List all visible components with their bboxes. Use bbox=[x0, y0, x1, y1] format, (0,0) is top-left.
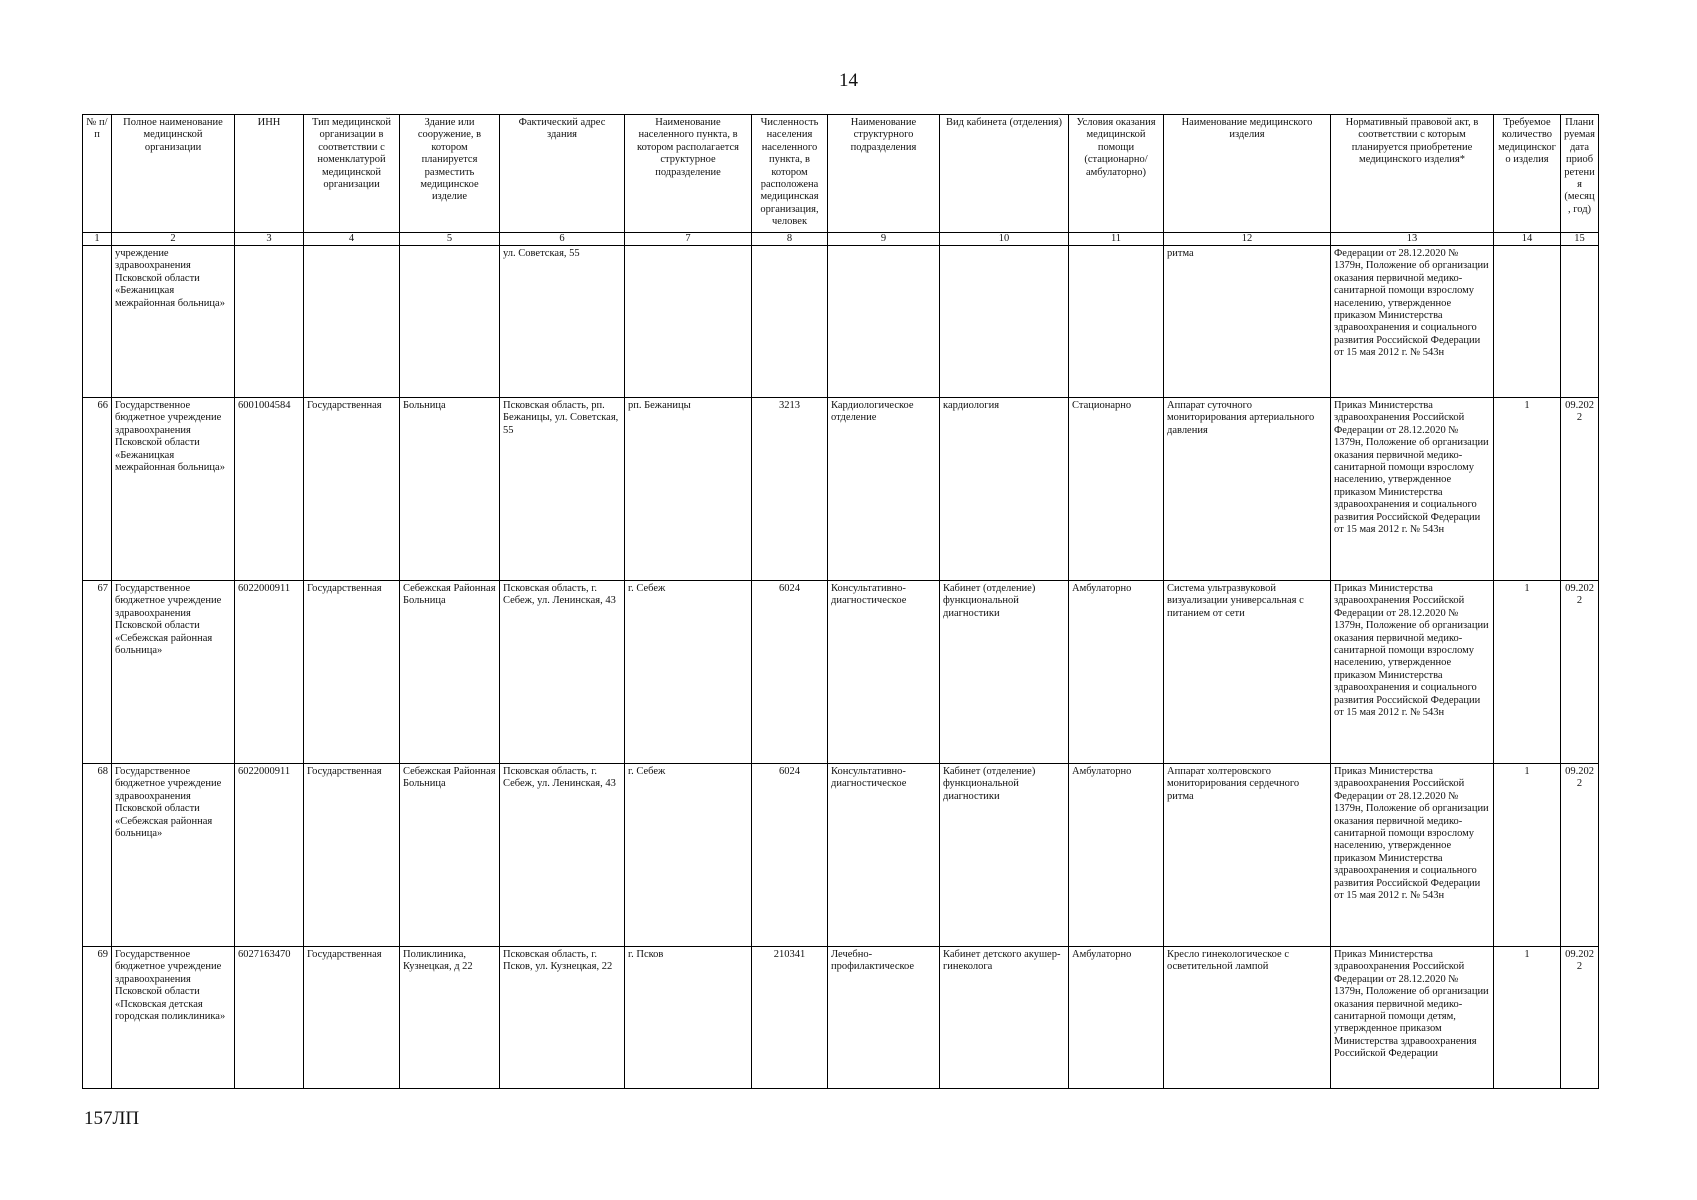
cell-building: Поликлиника, Кузнецкая, д 22 bbox=[400, 947, 500, 1089]
cell-device: ритма bbox=[1164, 246, 1331, 398]
cell-device: Аппарат холтеровского мониторирования сердечного ритма bbox=[1164, 764, 1331, 947]
cell-num: 68 bbox=[83, 764, 112, 947]
header-cell: Численность населения населенного пункта, в котором расположена медицинская организация, человек bbox=[752, 115, 828, 233]
header-row bbox=[83, 115, 1599, 233]
cell-qty: 1 bbox=[1494, 581, 1561, 764]
cell-address: Псковская область, г. Псков, ул. Кузнецкая, 22 bbox=[500, 947, 625, 1089]
column-number: 1 bbox=[83, 233, 112, 246]
header-cell: Условия оказания медицинской помощи (стационарно/ амбулаторно) bbox=[1069, 115, 1164, 233]
cell-num: 69 bbox=[83, 947, 112, 1089]
column-number: 6 bbox=[500, 233, 625, 246]
cell-conditions: Амбулаторно bbox=[1069, 764, 1164, 947]
cell-inn: 6001004584 bbox=[235, 398, 304, 581]
cell-conditions: Стационарно bbox=[1069, 398, 1164, 581]
header-cell: Планируемая дата приобретения (месяц, год) bbox=[1561, 115, 1599, 233]
cell-act: Приказ Министерства здравоохранения Российской Федерации от 28.12.2020 № 1379н, Положение об организации оказания первичной медико-санитарной помощи взрослому населению, утвержденное приказом Министерства здравоохранения и социального развития Российской Федерации от 15 мая 2012 г. № 543н bbox=[1331, 764, 1494, 947]
column-number: 8 bbox=[752, 233, 828, 246]
cell-locality bbox=[625, 246, 752, 398]
cell-type: Государственная bbox=[304, 764, 400, 947]
cell-address: Псковская область, рп. Бежаницы, ул. Советская, 55 bbox=[500, 398, 625, 581]
cell-org: Государственное бюджетное учреждение здравоохранения Псковской области «Себежская районная больница» bbox=[112, 581, 235, 764]
table-row-continued bbox=[83, 246, 1599, 398]
cell-inn: 6022000911 bbox=[235, 764, 304, 947]
cell-conditions: Амбулаторно bbox=[1069, 581, 1164, 764]
cell-type bbox=[304, 246, 400, 398]
cell-org: учреждение здравоохранения Псковской области «Бежаницкая межрайонная больница» bbox=[112, 246, 235, 398]
cell-act: Приказ Министерства здравоохранения Российской Федерации от 28.12.2020 № 1379н, Положение об организации оказания первичной медико-санитарной помощи взрослому населению, утвержденное приказом Министерства здравоохранения и социального развития Российской Федерации от 15 мая 2012 г. № 543н bbox=[1331, 581, 1494, 764]
cell-type: Государственная bbox=[304, 398, 400, 581]
cell-qty: 1 bbox=[1494, 947, 1561, 1089]
cell-conditions bbox=[1069, 246, 1164, 398]
cell-qty: 1 bbox=[1494, 398, 1561, 581]
header-cell: Полное наименование медицинской организации bbox=[112, 115, 235, 233]
cell-org: Государственное бюджетное учреждение здравоохранения Псковской области «Псковская детская городская поликлиника» bbox=[112, 947, 235, 1089]
column-number: 7 bbox=[625, 233, 752, 246]
column-number: 12 bbox=[1164, 233, 1331, 246]
header-cell: Здание или сооружение, в котором планируется разместить медицинское изделие bbox=[400, 115, 500, 233]
cell-building bbox=[400, 246, 500, 398]
footer-document-code: 157ЛП bbox=[84, 1108, 140, 1129]
cell-locality: г. Себеж bbox=[625, 581, 752, 764]
header-cell: Тип медицинской организации в соответствии с номенклатурой медицинской организации bbox=[304, 115, 400, 233]
cell-population: 6024 bbox=[752, 764, 828, 947]
cell-address: ул. Советская, 55 bbox=[500, 246, 625, 398]
cell-population bbox=[752, 246, 828, 398]
column-number: 5 bbox=[400, 233, 500, 246]
cell-address: Псковская область, г. Себеж, ул. Ленинская, 43 bbox=[500, 764, 625, 947]
page-number: 14 bbox=[839, 70, 858, 91]
column-number: 13 bbox=[1331, 233, 1494, 246]
cell-conditions: Амбулаторно bbox=[1069, 947, 1164, 1089]
column-number: 14 bbox=[1494, 233, 1561, 246]
cell-date: 09.2022 bbox=[1561, 764, 1599, 947]
cell-locality: г. Псков bbox=[625, 947, 752, 1089]
table-row bbox=[83, 398, 1599, 581]
cell-cabinet: Кабинет (отделение) функциональной диагностики bbox=[940, 764, 1069, 947]
cell-population: 6024 bbox=[752, 581, 828, 764]
table-row bbox=[83, 764, 1599, 947]
cell-division: Консультативно-диагностическое bbox=[828, 581, 940, 764]
header-cell: Фактический адрес здания bbox=[500, 115, 625, 233]
cell-device: Кресло гинекологическое с осветительной лампой bbox=[1164, 947, 1331, 1089]
cell-inn: 6027163470 bbox=[235, 947, 304, 1089]
cell-cabinet: Кабинет детского акушер-гинеколога bbox=[940, 947, 1069, 1089]
cell-inn: 6022000911 bbox=[235, 581, 304, 764]
header-cell: ИНН bbox=[235, 115, 304, 233]
header-cell: Вид кабинета (отделения) bbox=[940, 115, 1069, 233]
cell-building: Себежская Районная Больница bbox=[400, 581, 500, 764]
cell-address: Псковская область, г. Себеж, ул. Ленинская, 43 bbox=[500, 581, 625, 764]
cell-division bbox=[828, 246, 940, 398]
header-cell: Требуемое количество медицинского изделия bbox=[1494, 115, 1561, 233]
cell-locality: г. Себеж bbox=[625, 764, 752, 947]
cell-date: 09.2022 bbox=[1561, 947, 1599, 1089]
column-number: 9 bbox=[828, 233, 940, 246]
cell-num: 66 bbox=[83, 398, 112, 581]
cell-population: 210341 bbox=[752, 947, 828, 1089]
header-cell: Наименование населенного пункта, в котором располагается структурное подразделение bbox=[625, 115, 752, 233]
cell-date: 09.2022 bbox=[1561, 398, 1599, 581]
cell-num bbox=[83, 246, 112, 398]
cell-act: Приказ Министерства здравоохранения Российской Федерации от 28.12.2020 № 1379н, Положение об организации оказания первичной медико-санитарной помощи взрослому населению, утвержденное приказом Министерства здравоохранения и социального развития Российской Федерации от 15 мая 2012 г. № 543н bbox=[1331, 398, 1494, 581]
cell-cabinet: кардиология bbox=[940, 398, 1069, 581]
cell-cabinet: Кабинет (отделение) функциональной диагностики bbox=[940, 581, 1069, 764]
medical-devices-table bbox=[82, 114, 1599, 1089]
cell-act: Приказ Министерства здравоохранения Российской Федерации от 28.12.2020 № 1379н, Положение об организации оказания первичной медико-санитарной помощи детям, утвержденное приказом Министерства здравоохранения Российской Федерации bbox=[1331, 947, 1494, 1089]
cell-act: Федерации от 28.12.2020 № 1379н, Положение об организации оказания первичной медико-санитарной помощи взрослому населению, утвержденное приказом Министерства здравоохранения и социального развития Российской Федерации от 15 мая 2012 г. № 543н bbox=[1331, 246, 1494, 398]
cell-org: Государственное бюджетное учреждение здравоохранения Псковской области «Бежаницкая межрайонная больница» bbox=[112, 398, 235, 581]
header-cell: № п/п bbox=[83, 115, 112, 233]
cell-qty bbox=[1494, 246, 1561, 398]
cell-num: 67 bbox=[83, 581, 112, 764]
cell-building: Больница bbox=[400, 398, 500, 581]
cell-qty: 1 bbox=[1494, 764, 1561, 947]
column-number: 3 bbox=[235, 233, 304, 246]
table-row bbox=[83, 581, 1599, 764]
cell-org: Государственное бюджетное учреждение здравоохранения Псковской области «Себежская районная больница» bbox=[112, 764, 235, 947]
cell-device: Система ультразвуковой визуализации универсальная с питанием от сети bbox=[1164, 581, 1331, 764]
column-number: 11 bbox=[1069, 233, 1164, 246]
cell-building: Себежская Районная Больница bbox=[400, 764, 500, 947]
header-cell: Наименование медицинского изделия bbox=[1164, 115, 1331, 233]
cell-locality: рп. Бежаницы bbox=[625, 398, 752, 581]
table-row bbox=[83, 947, 1599, 1089]
column-number-row bbox=[83, 233, 1599, 246]
column-number: 4 bbox=[304, 233, 400, 246]
cell-cabinet bbox=[940, 246, 1069, 398]
cell-inn bbox=[235, 246, 304, 398]
column-number: 10 bbox=[940, 233, 1069, 246]
cell-type: Государственная bbox=[304, 581, 400, 764]
column-number: 2 bbox=[112, 233, 235, 246]
cell-type: Государственная bbox=[304, 947, 400, 1089]
header-cell: Наименование структурного подразделения bbox=[828, 115, 940, 233]
cell-division: Кардиологическое отделение bbox=[828, 398, 940, 581]
cell-date bbox=[1561, 246, 1599, 398]
cell-date: 09.2022 bbox=[1561, 581, 1599, 764]
cell-division: Лечебно-профилактическое bbox=[828, 947, 940, 1089]
column-number: 15 bbox=[1561, 233, 1599, 246]
cell-population: 3213 bbox=[752, 398, 828, 581]
cell-division: Консультативно-диагностическое bbox=[828, 764, 940, 947]
header-cell: Нормативный правовой акт, в соответствии с которым планируется приобретение медицинского изделия* bbox=[1331, 115, 1494, 233]
cell-device: Аппарат суточного мониторирования артериального давления bbox=[1164, 398, 1331, 581]
